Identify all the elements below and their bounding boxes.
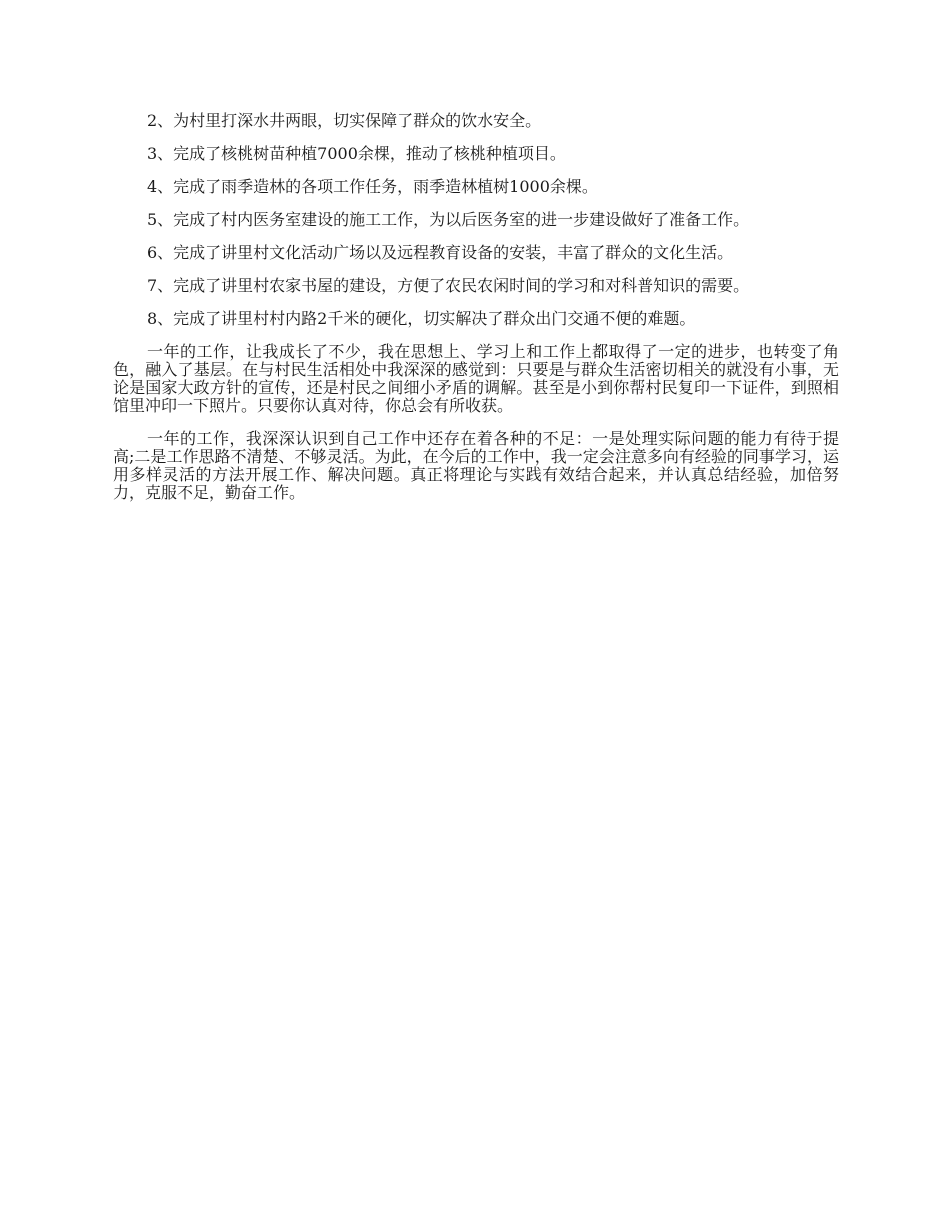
list-item-7: 7、完成了讲里村农家书屋的建设，方便了农民农闲时间的学习和对科普知识的需要。 (147, 276, 750, 295)
summary-paragraph: 一年的工作，让我成长了不少，我在思想上、学习上和工作上都取得了一定的进步，也转变了角色，融入了基层。在与村民生活相处中我深深的感觉到：只要是与群众生活密切相关的就没有小事，无论是国家大政方针的宣传，还是村民之间细小矛盾的调解。甚至是小到你帮村民复印一下证件，到照相馆里冲印一下照片。只要你认真对待，你总会有所收获。 (113, 342, 839, 415)
list-item-8: 8、完成了讲里村村内路2千米的硬化，切实解决了群众出门交通不便的难题。 (147, 309, 696, 328)
shortcomings-paragraph: 一年的工作，我深深认识到自己工作中还存在着各种的不足：一是处理实际问题的能力有待于提高;二是工作思路不清楚、不够灵活。为此，在今后的工作中，我一定会注意多向有经验的同事学习，运用多样灵活的方法开展工作、解决问题。真正将理论与实践有效结合起来，并认真总结经验，加倍努力，克服不足，勤奋工作。 (113, 429, 839, 502)
list-item-3: 3、完成了核桃树苗种植7000余棵，推动了核桃种植项目。 (147, 144, 566, 163)
list-item-6: 6、完成了讲里村文化活动广场以及远程教育设备的安装，丰富了群众的文化生活。 (147, 243, 734, 262)
list-item-5: 5、完成了村内医务室建设的施工工作，为以后医务室的进一步建设做好了准备工作。 (147, 210, 750, 229)
list-item-2: 2、为村里打深水井两眼，切实保障了群众的饮水安全。 (147, 111, 542, 130)
document-page (113, 112, 839, 517)
list-item-4: 4、完成了雨季造林的各项工作任务，雨季造林植树1000余棵。 (147, 177, 598, 196)
